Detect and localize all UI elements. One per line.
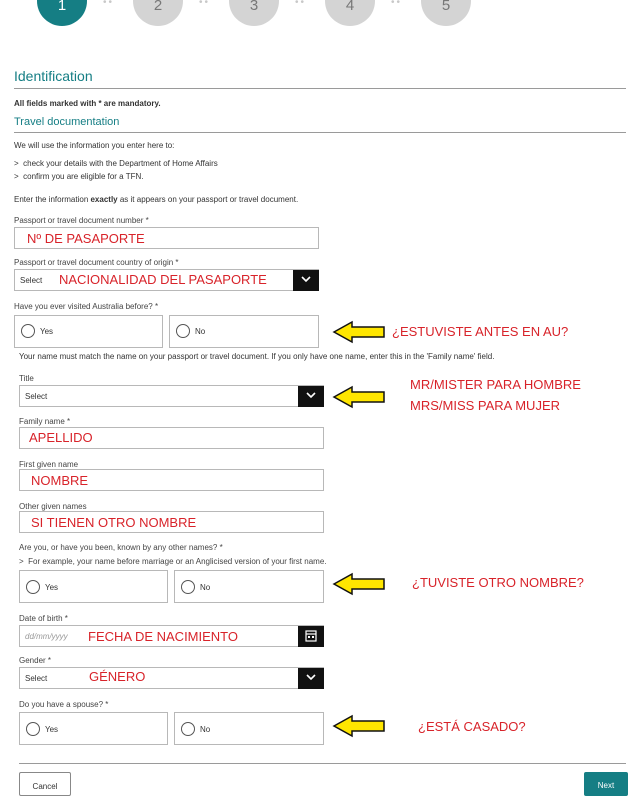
gender-value: Select [25, 674, 48, 683]
bullet-text: confirm you are eligible for a TFN. [23, 172, 144, 181]
step-4[interactable]: 4 [325, 0, 375, 26]
chevron-down-icon[interactable] [298, 386, 324, 407]
title-value: Select [25, 392, 48, 401]
page-title: Identification [14, 68, 93, 84]
country-origin-label: Passport or travel document country of origin * [14, 258, 179, 267]
radio-no[interactable] [176, 324, 190, 338]
chevron-down-icon[interactable] [298, 668, 324, 689]
step-5[interactable]: 5 [421, 0, 471, 26]
radio-yes[interactable] [26, 722, 40, 736]
divider [19, 763, 626, 764]
known-by-no-option[interactable] [174, 570, 324, 603]
visited-yes-option[interactable] [14, 315, 163, 348]
annotation-dob: FECHA DE NACIMIENTO [88, 629, 239, 644]
chevron-down-icon[interactable] [293, 270, 319, 291]
step-separator: •• [103, 0, 115, 8]
annotation-visited: ¿ESTUVISTE ANTES EN AU? [392, 324, 569, 339]
annotation-spouse: ¿ESTÁ CASADO? [418, 719, 526, 734]
radio-yes[interactable] [21, 324, 35, 338]
step-2[interactable]: 2 [133, 0, 183, 26]
divider [14, 132, 626, 133]
radio-no-label: No [200, 725, 211, 734]
annotation-country: NACIONALIDAD DEL PASAPORTE [59, 272, 267, 287]
dob-label: Date of birth * [19, 614, 68, 623]
passport-number-label: Passport or travel document number * [14, 216, 149, 225]
known-by-hint-text: For example, your name before marriage or an Anglicised version of your first name. [28, 557, 327, 566]
known-by-hint: > For example, your name before marriage or an Anglicised version of your first name. [19, 557, 327, 566]
dob-placeholder: dd/mm/yyyy [25, 632, 68, 641]
spouse-yes-option[interactable] [19, 712, 168, 745]
section-subtitle: Travel documentation [14, 116, 120, 128]
spouse-no-option[interactable] [174, 712, 324, 745]
annotation-known-by: ¿TUVISTE OTRO NOMBRE? [412, 575, 584, 590]
annotation-title-line2: MRS/MISS PARA MUJER [410, 398, 561, 410]
step-3[interactable]: 3 [229, 0, 279, 26]
arrow-left-icon [332, 320, 386, 344]
spouse-label: Do you have a spouse? * [19, 700, 109, 709]
step-1[interactable]: 1 [37, 0, 87, 26]
name-note: Your name must match the name on your passport or travel document. If you only have one name, enter this in the 'Family name' field. [19, 352, 495, 361]
step-separator: •• [199, 0, 211, 8]
step-separator: •• [295, 0, 307, 8]
radio-no[interactable] [181, 580, 195, 594]
instruction-post: as it appears on your passport or travel document. [117, 195, 299, 204]
annotation-gender: GÉNERO [89, 669, 146, 684]
arrow-left-icon [332, 714, 386, 738]
bullet-item: > confirm you are eligible for a TFN. [14, 172, 144, 181]
title-select[interactable] [19, 385, 324, 407]
cancel-button[interactable]: Cancel [19, 772, 71, 796]
gender-label: Gender * [19, 656, 52, 665]
annotation-family-name: APELLIDO [29, 430, 93, 445]
other-names-label: Other given names [19, 502, 87, 511]
radio-no-label: No [200, 583, 211, 592]
annotation-clip [405, 398, 625, 410]
family-name-label: Family name * [19, 417, 71, 426]
radio-yes[interactable] [26, 580, 40, 594]
title-label: Title [19, 374, 34, 383]
bullet-item: > check your details with the Department of Home Affairs [14, 159, 218, 168]
radio-yes-label: Yes [45, 725, 59, 734]
radio-yes-label: Yes [40, 327, 54, 336]
instruction-pre: Enter the information [14, 195, 91, 204]
known-by-label: Are you, or have you been, known by any other names? * [19, 543, 223, 552]
country-origin-value: Select [20, 276, 43, 285]
instruction-bold: exactly [90, 195, 118, 204]
divider [14, 88, 626, 89]
annotation-passport: Nº DE PASAPORTE [27, 231, 145, 246]
radio-no-label: No [195, 327, 206, 336]
bullet-text: check your details with the Department of Home Affairs [23, 159, 218, 168]
calendar-icon[interactable] [298, 626, 324, 647]
step-separator: •• [391, 0, 403, 8]
radio-yes-label: Yes [45, 583, 59, 592]
mandatory-note: All fields marked with * are mandatory. [14, 99, 161, 108]
visited-australia-label: Have you ever visited Australia before? * [14, 302, 159, 311]
arrow-left-icon [332, 572, 386, 596]
first-name-label: First given name [19, 460, 79, 469]
visited-no-option[interactable] [169, 315, 319, 348]
gender-select[interactable] [19, 667, 324, 689]
arrow-left-icon [332, 385, 386, 409]
annotation-title-line1: MR/MISTER PARA HOMBRE [410, 377, 581, 392]
known-by-yes-option[interactable] [19, 570, 168, 603]
radio-no[interactable] [181, 722, 195, 736]
annotation-first-name: NOMBRE [31, 473, 89, 488]
next-button[interactable]: Next [584, 772, 628, 796]
annotation-other-names: SI TIENEN OTRO NOMBRE [31, 515, 197, 530]
instruction-text [14, 195, 298, 204]
intro-text: We will use the information you enter here to: [14, 141, 175, 150]
